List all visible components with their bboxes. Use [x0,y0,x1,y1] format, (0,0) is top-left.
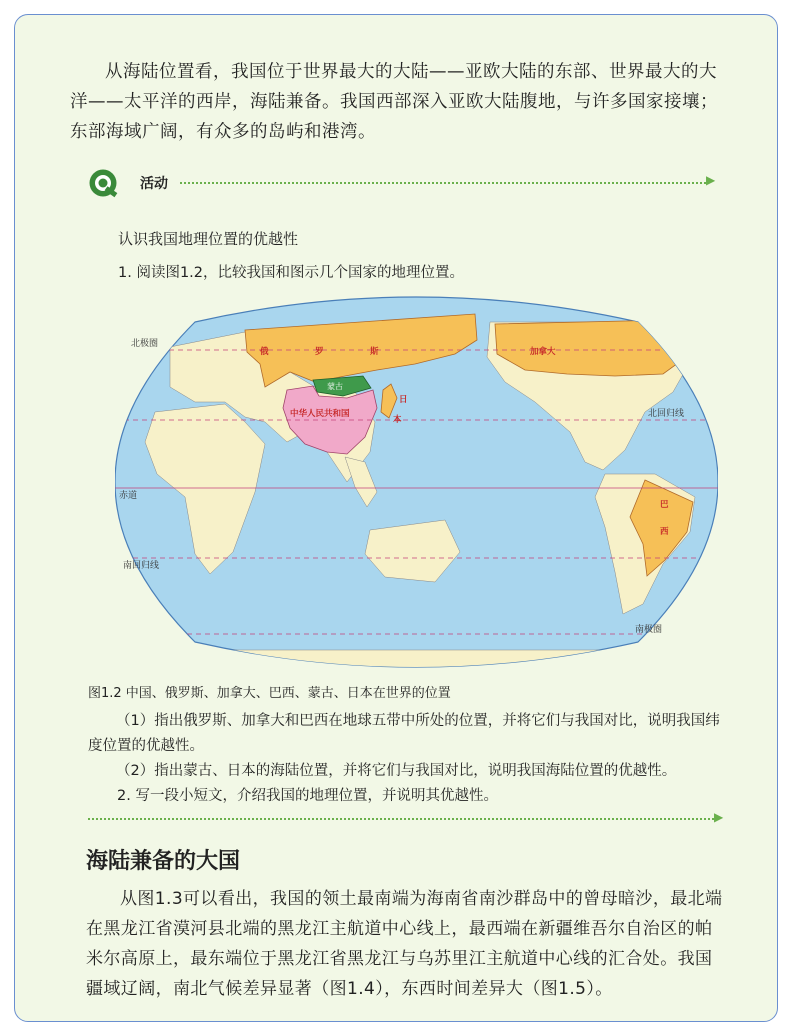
russia-label-1: 俄 [260,347,269,357]
brazil-label-1: 巴 [660,500,669,510]
canada-label: 加拿大 [530,347,556,357]
activity-title: 认识我国地理位置的优越性 [118,230,299,248]
section-body: 从图1.3可以看出，我国的领土最南端为海南省南沙群岛中的曾母暗沙，最北端在黑龙江省漠河县北端的黑龙江主航道中心线上，最西端在新疆维吾尔自治区的帕米尔高原上，最东端位于黑龙江省黑龙江与乌苏里江主航道中心线的汇合处。我国疆域辽阔，南北气候差异显著（图1.4），东西时间差异大（图1.5）。 [86,889,723,999]
activity-logo-icon [88,168,118,198]
section-title: 海陆兼备的大国 [86,849,241,874]
tropic-cancer-label: 北回归线 [648,409,685,419]
brazil-label-2: 西 [660,527,669,537]
intro-paragraph: 从海陆位置看，我国位于世界最大的大陆——亚欧大陆的东部、世界最大的大洋——太平洋的西岸，海陆兼备。我国西部深入亚欧大陆腹地，与许多国家接壤；东部海域广阔，有众多的岛屿和港湾。 [70,62,718,142]
arctic-circle-label: 北极圈 [131,339,159,349]
map-canada [495,320,685,376]
map-antarctica [135,650,705,672]
world-map [115,292,718,672]
figure-caption: 图1.2 中国、俄罗斯、加拿大、巴西、蒙古、日本在世界的位置 [88,686,451,701]
question-2: （2）指出蒙古、日本的海陆位置，并将它们与我国对比，说明我国海陆位置的优越性。 [116,763,677,779]
equator-label: 赤道 [119,491,138,501]
arrow-right-icon: ▶ [714,810,724,824]
arrow-right-icon: ▶ [706,173,716,187]
antarctic-circle-label: 南极圈 [635,625,663,635]
mongolia-label: 蒙古 [327,382,343,391]
russia-label-2: 罗 [315,347,324,357]
activity-label: 活动 [140,176,168,192]
activity-step-2: 2. 写一段小短文，介绍我国的地理位置，并说明其优越性。 [117,788,498,804]
japan-label-1: 日 [399,395,408,405]
activity-header [88,168,724,198]
question-1: （1）指出俄罗斯、加拿大和巴西在地球五带中所处的位置，并将它们与我国对比，说明我国纬度位置的优越性。 [88,713,720,754]
china-label: 中华人民共和国 [290,409,350,419]
activity-step-1: 1. 阅读图1.2，比较我国和图示几个国家的地理位置。 [118,265,465,281]
map-greenland [700,302,718,342]
section-divider [88,818,714,820]
activity-divider [180,182,706,184]
tropic-capricorn-label: 南回归线 [123,561,160,571]
russia-label-3: 斯 [370,347,379,357]
japan-label-2: 本 [393,415,402,425]
